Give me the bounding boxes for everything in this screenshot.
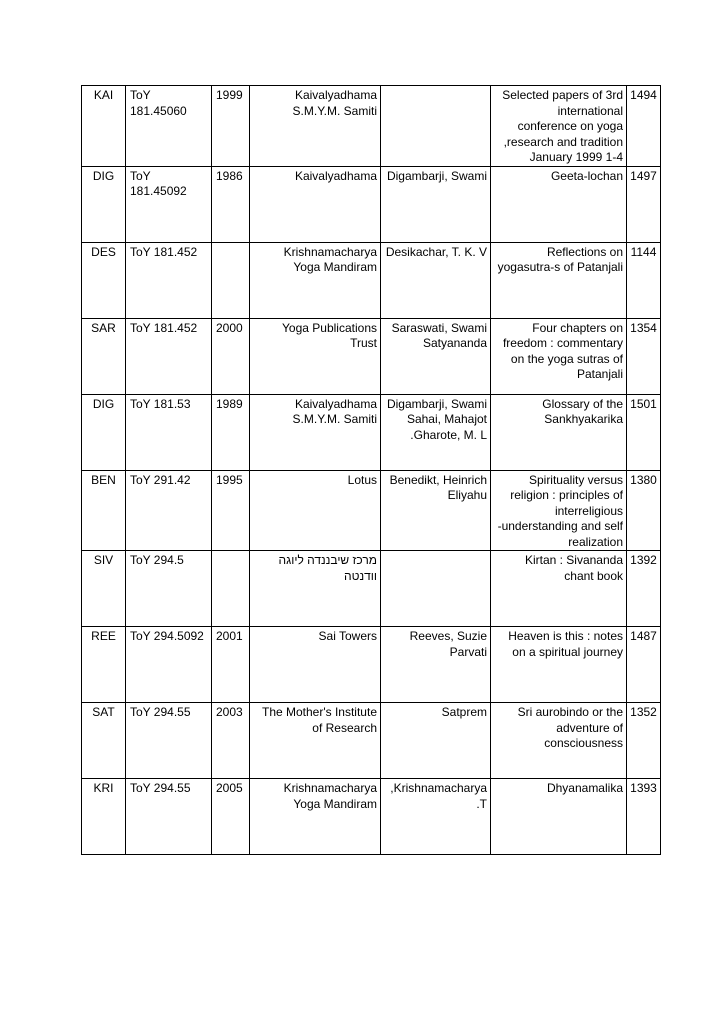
table-row bbox=[82, 551, 661, 627]
catalog-body bbox=[82, 86, 661, 855]
title-cell bbox=[491, 470, 627, 551]
record-number-cell-text: 1380 bbox=[630, 472, 657, 487]
call-number-cell bbox=[126, 242, 212, 318]
record-number-cell-text: 1487 bbox=[630, 629, 657, 643]
title-cell-text: Geeta-lochan bbox=[550, 168, 623, 183]
year-cell bbox=[212, 627, 250, 703]
author-cell-text: Digambarji, Swami Sahai, Mahajot .Gharote, M. L bbox=[386, 396, 487, 442]
title-cell-text: Spirituality versus religion : principles of interreligious -understanding and self realization bbox=[497, 472, 623, 549]
author-cell bbox=[381, 470, 491, 551]
year-cell bbox=[212, 470, 250, 551]
author-cell bbox=[381, 318, 491, 394]
code-cell-text: KAI bbox=[93, 88, 114, 102]
call-number-cell-text: ToY 181.45092 bbox=[130, 168, 187, 198]
title-cell-text: Selected papers of 3rd international conference on yoga ,research and tradition January 1999 1-4 bbox=[502, 88, 623, 164]
author-cell bbox=[381, 242, 491, 318]
title-cell bbox=[491, 242, 627, 318]
title-cell bbox=[491, 394, 627, 470]
title-cell-text: Glossary of the Sankhyakarika bbox=[542, 396, 623, 426]
title-cell bbox=[491, 318, 627, 394]
author-cell-text: Saraswati, Swami Satyananda bbox=[391, 320, 487, 350]
catalog-table bbox=[81, 85, 661, 855]
call-number-cell bbox=[126, 779, 212, 855]
publisher-cell-text: Kaivalyadhama bbox=[294, 168, 377, 183]
record-number-cell-text: 1393 bbox=[630, 781, 657, 795]
title-cell-text: Kirtan : Sivananda chant book bbox=[524, 553, 623, 583]
title-cell bbox=[491, 703, 627, 779]
call-number-cell-text: ToY 294.55 bbox=[130, 705, 191, 719]
code-cell bbox=[82, 551, 126, 627]
publisher-cell-text: Kaivalyadhama S.M.Y.M. Samiti bbox=[292, 88, 377, 118]
year-cell bbox=[212, 779, 250, 855]
author-cell bbox=[381, 627, 491, 703]
title-cell bbox=[491, 551, 627, 627]
call-number-cell bbox=[126, 394, 212, 470]
author-cell bbox=[381, 86, 491, 167]
code-cell-text: SIV bbox=[93, 553, 114, 567]
code-cell bbox=[82, 242, 126, 318]
call-number-cell-text: ToY 294.55 bbox=[130, 781, 191, 795]
year-cell bbox=[212, 703, 250, 779]
publisher-cell-text: Yoga Publications Trust bbox=[282, 320, 377, 350]
publisher-cell bbox=[250, 703, 381, 779]
call-number-cell-text: ToY 181.45060 bbox=[130, 88, 187, 118]
title-cell-text: Four chapters on freedom : commentary on the yoga sutras of Patanjali bbox=[502, 320, 623, 381]
year-cell bbox=[212, 394, 250, 470]
record-number-cell-text: 1501 bbox=[630, 396, 657, 411]
code-cell bbox=[82, 166, 126, 242]
record-number-cell bbox=[627, 394, 661, 470]
code-cell bbox=[82, 779, 126, 855]
year-cell-text: 1995 bbox=[216, 472, 243, 487]
code-cell-text: DES bbox=[91, 244, 116, 259]
call-number-cell-text: ToY 181.53 bbox=[130, 396, 191, 411]
code-cell-text: KRI bbox=[93, 781, 114, 795]
author-cell bbox=[381, 551, 491, 627]
code-cell-text: DIG bbox=[92, 168, 115, 183]
call-number-cell bbox=[126, 318, 212, 394]
year-cell bbox=[212, 242, 250, 318]
record-number-cell bbox=[627, 242, 661, 318]
record-number-cell-text: 1497 bbox=[630, 168, 657, 183]
publisher-cell bbox=[250, 470, 381, 551]
title-cell-text: Heaven is this : notes on a spiritual journey bbox=[508, 629, 623, 659]
record-number-cell bbox=[627, 703, 661, 779]
publisher-cell bbox=[250, 318, 381, 394]
year-cell bbox=[212, 166, 250, 242]
code-cell bbox=[82, 627, 126, 703]
call-number-cell bbox=[126, 86, 212, 167]
author-cell-text: Desikachar, T. K. V bbox=[385, 244, 487, 259]
publisher-cell-text: Kaivalyadhama S.M.Y.M. Samiti bbox=[292, 396, 377, 426]
publisher-cell-text: Sai Towers bbox=[318, 629, 377, 643]
author-cell bbox=[381, 779, 491, 855]
call-number-cell bbox=[126, 470, 212, 551]
table-row bbox=[82, 627, 661, 703]
title-cell bbox=[491, 86, 627, 167]
title-cell bbox=[491, 627, 627, 703]
publisher-cell bbox=[250, 627, 381, 703]
publisher-cell bbox=[250, 394, 381, 470]
table-row bbox=[82, 779, 661, 855]
code-cell-text: REE bbox=[91, 629, 116, 643]
author-cell bbox=[381, 703, 491, 779]
call-number-cell bbox=[126, 627, 212, 703]
code-cell bbox=[82, 470, 126, 551]
title-cell bbox=[491, 779, 627, 855]
record-number-cell bbox=[627, 627, 661, 703]
year-cell-text: 2001 bbox=[216, 629, 243, 643]
call-number-cell bbox=[126, 703, 212, 779]
call-number-cell bbox=[126, 551, 212, 627]
publisher-cell bbox=[250, 551, 381, 627]
code-cell bbox=[82, 394, 126, 470]
year-cell-text: 1989 bbox=[216, 396, 243, 411]
record-number-cell bbox=[627, 551, 661, 627]
table-row bbox=[82, 470, 661, 551]
author-cell bbox=[381, 166, 491, 242]
code-cell-text: SAT bbox=[92, 705, 115, 719]
call-number-cell-text: ToY 181.452 bbox=[130, 320, 198, 335]
code-cell-text: SAR bbox=[91, 320, 116, 335]
code-cell bbox=[82, 703, 126, 779]
record-number-cell-text: 1392 bbox=[630, 553, 657, 567]
publisher-cell-text: מרכז שיבננדה ליוגה וודנטה bbox=[278, 553, 377, 583]
author-cell bbox=[381, 394, 491, 470]
year-cell-text: 1999 bbox=[216, 88, 243, 102]
record-number-cell-text: 1494 bbox=[630, 88, 657, 102]
call-number-cell-text: ToY 291.42 bbox=[130, 472, 191, 487]
author-cell-text: ,Krishnamacharya .T bbox=[390, 781, 487, 811]
author-cell-text: Benedikt, Heinrich Eliyahu bbox=[389, 472, 487, 502]
code-cell bbox=[82, 318, 126, 394]
year-cell-text: 1986 bbox=[216, 168, 243, 183]
table-row bbox=[82, 242, 661, 318]
title-cell bbox=[491, 166, 627, 242]
author-cell-text: Satprem bbox=[441, 705, 487, 719]
call-number-cell-text: ToY 294.5 bbox=[130, 553, 184, 567]
year-cell bbox=[212, 86, 250, 167]
publisher-cell-text: Lotus bbox=[347, 472, 377, 487]
table-row bbox=[82, 318, 661, 394]
publisher-cell bbox=[250, 166, 381, 242]
record-number-cell-text: 1352 bbox=[630, 705, 657, 719]
title-cell-text: Reflections on yogasutra-s of Patanjali bbox=[497, 244, 623, 274]
table-row bbox=[82, 166, 661, 242]
author-cell-text: Reeves, Suzie Parvati bbox=[409, 629, 487, 659]
table-row bbox=[82, 394, 661, 470]
code-cell-text: BEN bbox=[91, 472, 116, 487]
publisher-cell-text: Krishnamacharya Yoga Mandiram bbox=[283, 781, 377, 811]
author-cell-text: Digambarji, Swami bbox=[386, 168, 487, 183]
call-number-cell-text: ToY 181.452 bbox=[130, 244, 198, 259]
publisher-cell bbox=[250, 779, 381, 855]
publisher-cell bbox=[250, 242, 381, 318]
year-cell-text: 2003 bbox=[216, 705, 243, 719]
publisher-cell-text: Krishnamacharya Yoga Mandiram bbox=[283, 244, 377, 274]
call-number-cell bbox=[126, 166, 212, 242]
record-number-cell bbox=[627, 318, 661, 394]
table-row bbox=[82, 86, 661, 167]
record-number-cell bbox=[627, 470, 661, 551]
year-cell-text: 2005 bbox=[216, 781, 243, 795]
record-number-cell-text: 1144 bbox=[630, 244, 657, 259]
code-cell-text: DIG bbox=[92, 396, 115, 411]
table-row bbox=[82, 703, 661, 779]
title-cell-text: Dhyanamalika bbox=[546, 781, 623, 795]
record-number-cell bbox=[627, 779, 661, 855]
publisher-cell-text: The Mother's Institute of Research bbox=[261, 705, 377, 735]
record-number-cell bbox=[627, 86, 661, 167]
call-number-cell-text: ToY 294.5092 bbox=[130, 629, 204, 643]
year-cell-text: 2000 bbox=[216, 320, 243, 335]
title-cell-text: Sri aurobindo or the adventure of consciousness bbox=[517, 705, 623, 750]
record-number-cell-text: 1354 bbox=[630, 320, 657, 335]
year-cell bbox=[212, 318, 250, 394]
year-cell bbox=[212, 551, 250, 627]
code-cell bbox=[82, 86, 126, 167]
publisher-cell bbox=[250, 86, 381, 167]
record-number-cell bbox=[627, 166, 661, 242]
